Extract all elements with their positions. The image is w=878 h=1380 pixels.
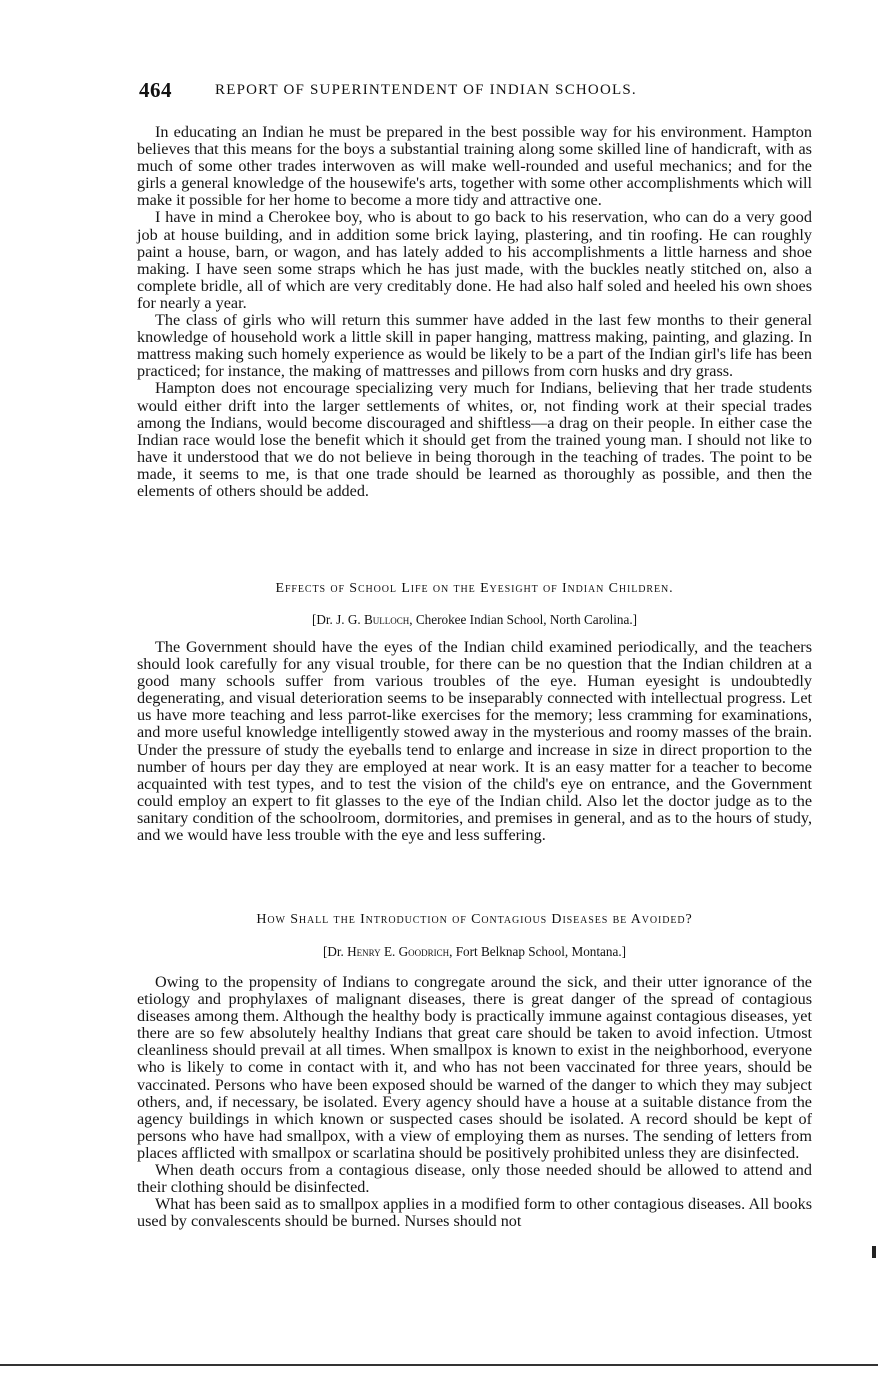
paragraph: In educating an Indian he must be prepared in the best possible way for his environment. Hampton believes that this means for the boys a substantial training along some skilled line of handicraft, with as much of some other trades interwoven as will make well-rounded and useful mechanics; and for the girls a general knowledge of the housewife's arts, together with some other accomplishments which will make it possible for her home to become a more tidy and attractive one. bbox=[137, 123, 812, 210]
paragraph: When death occurs from a contagious disease, only those needed should be allowed to attend and their clothing should be disinfected. bbox=[137, 1161, 812, 1197]
byline-affiliation: , Fort Belknap School, Montana.] bbox=[449, 944, 627, 959]
section-contagious-diseases bbox=[137, 974, 812, 1230]
page-number: 464 bbox=[139, 78, 172, 102]
paragraph: What has been said as to smallpox applies in a modified form to other contagious diseases. All books used by convalescents should be burned. Nurses should not bbox=[137, 1195, 812, 1231]
paragraph: The class of girls who will return this summer have added in the last few months to their general knowledge of household work a little skill in paper hanging, mattress making, painting, and glazing. In mattress making such homely experience as would be likely to be a part of the Indian girl's life has been practiced; for instance, the making of mattresses and pillows from corn husks and dry grass. bbox=[137, 311, 812, 381]
scan-bottom-edge bbox=[0, 1364, 878, 1366]
byline-author: J. G. Bulloch bbox=[336, 612, 410, 627]
byline-goodrich bbox=[137, 944, 812, 960]
byline-author: Henry E. Goodrich bbox=[347, 944, 450, 959]
scan-edge-mark bbox=[872, 1246, 876, 1258]
running-title: REPORT OF SUPERINTENDENT OF INDIAN SCHOOLS. bbox=[215, 82, 637, 98]
byline-prefix: [Dr. bbox=[311, 612, 337, 627]
paragraph: Owing to the propensity of Indians to congregate around the sick, and their utter ignorance of the etiology and prophylaxes of malignant diseases, there is great danger of the spread of contagious diseases among them. Although the healthy body is practically immune against contagious diseases, yet there are so few absolutely healthy Indians that great care should be taken to avoid infection. Utmost cleanliness should prevail at all times. When smallpox is known to exist in the neighborhood, everyone who is likely to come in contact with it, and who has not been vaccinated for three years, should be vaccinated. Persons who have been exposed should be warned of the danger to which they may subject others, and, if necessary, be isolated. Every agency should have a house at a suitable distance from the agency buildings in which known or suspected cases should be isolated. A record should be kept of persons who have had smallpox, with a view of employing them as nurses. The sending of letters from places afflicted with smallpox or scarlatina should be positively prohibited unless they are disinfected. bbox=[137, 973, 812, 1162]
section-trade-training bbox=[137, 124, 812, 500]
section-eyesight bbox=[137, 639, 812, 844]
paragraph: Hampton does not encourage specializing very much for Indians, believing that her trade students would either drift into the larger settlements of whites, or, not finding work at their special trades among the Indians, would become discouraged and shiftless—a drag on their people. In either case the Indian race would lose the benefit which it should get from the trained young man. I should not like to have it understood that we do not believe in being thorough in the teaching of trades. The point to be made, it seems to me, is that one trade should be learned as thoroughly as possible, and then the elements of others should be added. bbox=[137, 379, 812, 500]
section-heading-eyesight: Effects of School Life on the Eyesight of Indian Children. bbox=[275, 581, 674, 596]
section-heading-contagious-diseases: How Shall the Introduction of Contagious Diseases be Avoided? bbox=[256, 912, 693, 927]
paragraph: The Government should have the eyes of the Indian child examined periodically, and the teachers should look carefully for any visual trouble, for there can be no question that the Indian children at a good many schools suffer from various troubles of the eye. Human eyesight is undoubtedly degenerating, and visual deterioration seems to be inseparably connected with intellectual progress. Let us have more teaching and less parrot-like exercises for the memory; less cramming for examinations, and more useful knowledge intelligently stowed away in the mysterious and roomy masses of the brain. Under the pressure of study the eyeballs tend to enlarge and increase in size in direct proportion to the number of hours per day they are employed at near work. It is an easy matter for a teacher to become acquainted with test types, and to test the vision of the child's eye on entrance, and the Government could employ an expert to fit glasses to the eye of the Indian child. Also let the doctor judge as to the sanitary condition of the schoolroom, dormitories, and premises in general, and as to the hours of study, and we would have less trouble with the eye and less suffering. bbox=[137, 638, 812, 845]
byline-affiliation: , Cherokee Indian School, North Carolina.] bbox=[409, 612, 638, 627]
byline-bulloch bbox=[137, 612, 812, 628]
page-header bbox=[139, 78, 819, 106]
byline-prefix: [Dr. bbox=[322, 944, 348, 959]
paragraph: I have in mind a Cherokee boy, who is about to go back to his reservation, who can do a very good job at house building, and in addition some brick laying, plastering, and tin roofing. He can roughly paint a house, barn, or wagon, and has lately added to his accomplishments a little harness and shoe making. I have seen some straps which he has just made, with the buckles neatly stitched on, also a complete bridle, all of which are very creditably done. He had also half soled and heeled his own shoes for nearly a year. bbox=[137, 208, 812, 312]
